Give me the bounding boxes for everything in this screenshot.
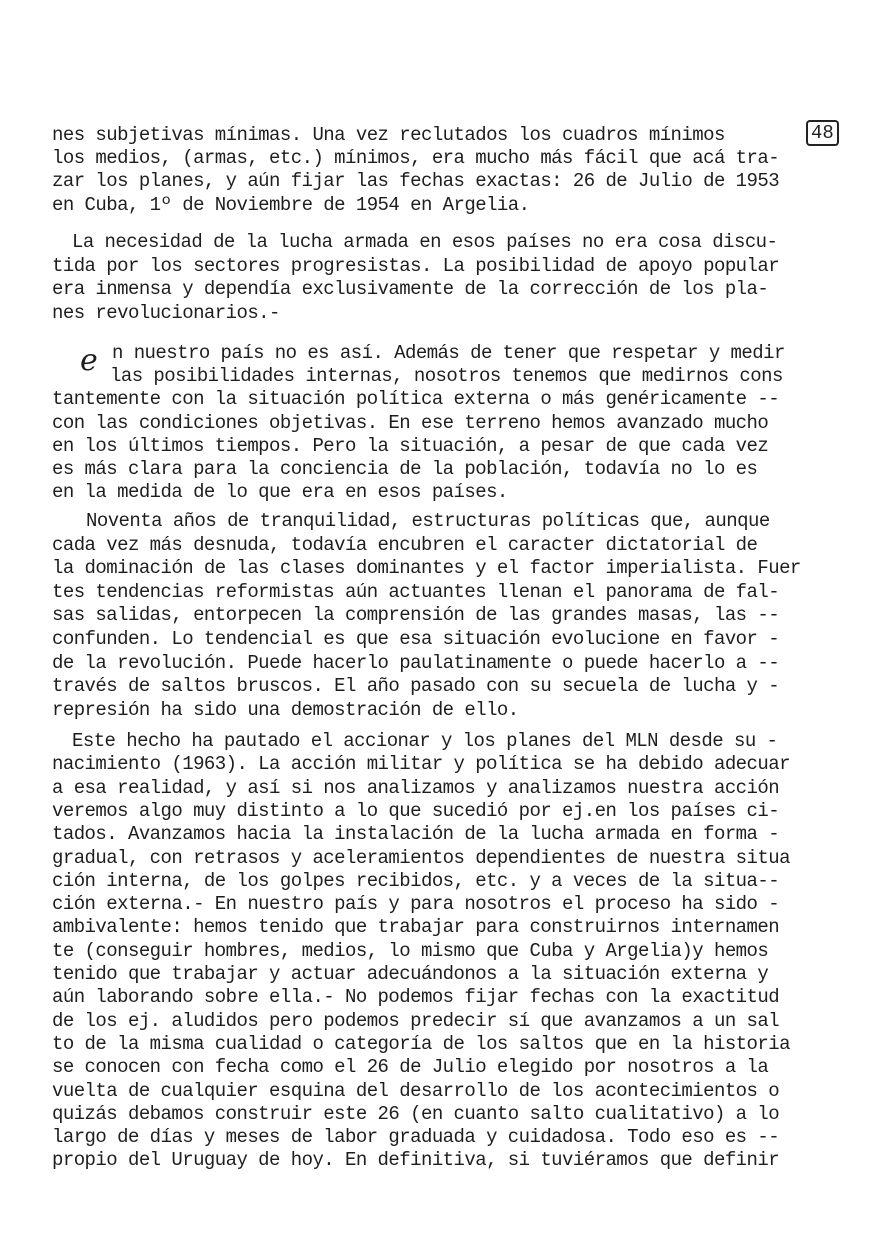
- text-line: nacimiento (1963). La acción militar y política se ha debido adecuar: [52, 753, 790, 776]
- text-line: tes tendencias reformistas aún actuantes llenan el panorama de fal-: [52, 580, 780, 603]
- text-line: tida por los sectores progresistas. La posibilidad de apoyo popular: [52, 254, 780, 277]
- text-line: sas salidas, entorpecen la comprensión de las grandes masas, las --: [52, 604, 780, 627]
- text-line: to de la misma cualidad o categoría de los saltos que en la historia: [52, 1032, 790, 1055]
- text-line: se conocen con fecha como el 26 de Julio elegido por nosotros a la: [52, 1056, 769, 1079]
- text-line: las posibilidades internas, nosotros tenemos que medirnos cons: [110, 365, 783, 388]
- text-line: quizás debamos construir este 26 (en cuanto salto cualitativo) a lo: [52, 1102, 780, 1125]
- text-line: los medios, (armas, etc.) mínimos, era mucho más fácil que acá tra-: [52, 147, 780, 170]
- text-line: en la medida de lo que era en esos países.: [52, 481, 508, 504]
- text-line: era inmensa y dependía exclusivamente de la corrección de los pla-: [52, 278, 769, 300]
- text-line: con las condiciones objetivas. En ese terreno hemos avanzado mucho: [52, 411, 769, 434]
- text-line: vuelta de cualquier esquina del desarrollo de los acontecimientos o: [52, 1079, 780, 1102]
- text-line: Noventa años de tranquilidad, estructuras políticas que, aunque: [86, 510, 770, 532]
- text-line: gradual, con retrasos y aceleramientos dependientes de nuestra situa: [52, 846, 790, 869]
- text-line: cada vez más desnuda, todavía encubren el caracter dictatorial de: [52, 533, 758, 556]
- text-line: confunden. Lo tendencial es que esa situación evolucione en favor -: [52, 628, 780, 650]
- text-line: ambivalente: hemos tenido que trabajar para construirnos internamen: [52, 916, 780, 939]
- text-line: aún laborando sobre ella.- No podemos fijar fechas con la exactitud: [52, 986, 780, 1009]
- text-line: ción externa.- En nuestro país y para nosotros el proceso ha sido -: [52, 893, 780, 916]
- text-line: Este hecho ha pautado el accionar y los planes del MLN desde su -: [72, 730, 778, 752]
- text-line: través de saltos bruscos. El año pasado con su secuela de lucha y -: [52, 675, 780, 698]
- text-line: n nuestro país no es así. Además de tener que respetar y medir: [112, 342, 785, 364]
- text-line: veremos algo muy distinto a lo que sucedió por ej.en los países ci-: [52, 799, 780, 822]
- page-number-stamp: 48: [806, 120, 839, 146]
- handwritten-dropcap: e: [80, 343, 98, 378]
- text-line: tantemente con la situación política externa o más genéricamente --: [52, 388, 780, 411]
- text-line: te (conseguir hombres, medios, lo mismo que Cuba y Argelia)y hemos: [52, 939, 769, 962]
- text-line: tenido que trabajar y actuar adecuándonos a la situación externa y: [52, 963, 769, 985]
- text-line: La necesidad de la lucha armada en esos países no era cosa discu-: [72, 231, 778, 253]
- text-line: largo de días y meses de labor graduada y cuidadosa. Todo eso es --: [52, 1126, 780, 1149]
- text-line: represión ha sido una demostración de ello.: [52, 698, 519, 721]
- text-line: en los últimos tiempos. Pero la situación, a pesar de que cada vez: [52, 434, 769, 457]
- text-line: propio del Uruguay de hoy. En definitiva, si tuviéramos que definir: [52, 1149, 780, 1172]
- text-line: nes revolucionarios.-: [52, 301, 280, 324]
- text-line: nes subjetivas mínimas. Una vez reclutados los cuadros mínimos: [52, 124, 725, 146]
- text-line: en Cuba, 1º de Noviembre de 1954 en Argelia.: [52, 193, 530, 216]
- text-line: de la revolución. Puede hacerlo paulatinamente o puede hacerlo a --: [52, 651, 780, 674]
- text-line: zar los planes, y aún fijar las fechas exactas: 26 de Julio de 1953: [52, 170, 780, 193]
- text-line: la dominación de las clases dominantes y el factor imperialista. Fuer: [52, 557, 801, 580]
- text-line: de los ej. aludidos pero podemos predecir sí que avanzamos a un sal: [52, 1009, 780, 1032]
- text-line: ción interna, de los golpes recibidos, etc. y a veces de la situa--: [52, 869, 780, 892]
- text-line: tados. Avanzamos hacia la instalación de la lucha armada en forma -: [52, 823, 780, 846]
- text-line: es más clara para la conciencia de la población, todavía no lo es: [52, 458, 758, 480]
- text-line: a esa realidad, y así si nos analizamos y analizamos nuestra acción: [52, 776, 780, 799]
